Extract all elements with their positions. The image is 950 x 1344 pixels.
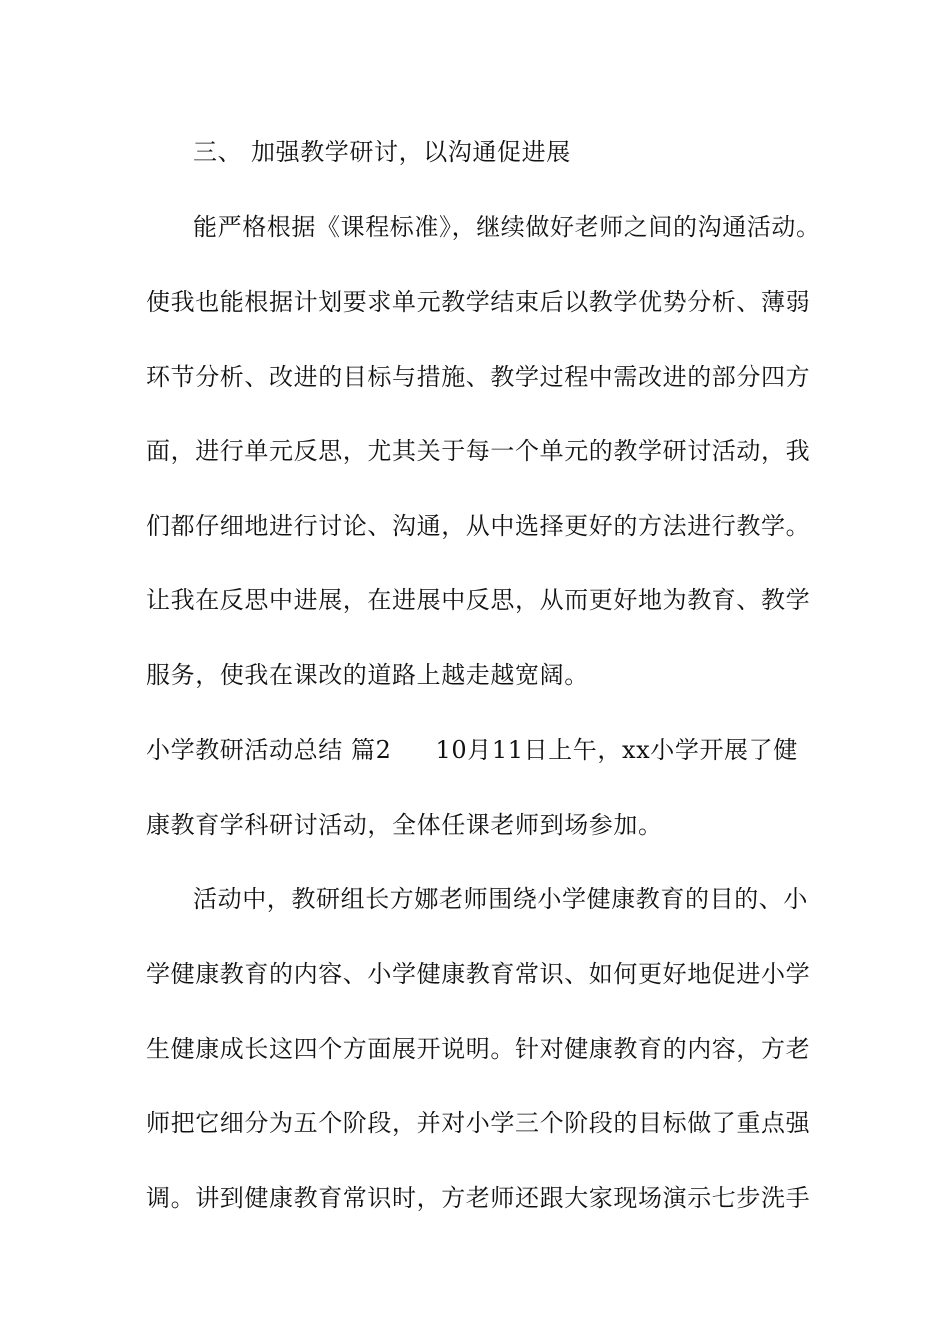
paragraph-line-start: 10月11日上午，xx小学开展了健 <box>435 736 798 764</box>
paragraph-line: 师把它细分为五个阶段，并对小学三个阶段的目标做了重点强 <box>146 1109 811 1137</box>
paragraph-line: 服务，使我在课改的道路上越走越宽阔。 <box>146 661 589 689</box>
paragraph-line: 面，进行单元反思，尤其关于每一个单元的教学研讨活动，我 <box>146 437 811 465</box>
paragraph-line: 使我也能根据计划要求单元教学结束后以教学优势分析、薄弱 <box>146 288 811 316</box>
paragraph-line: 们都仔细地进行讨论、沟通，从中选择更好的方法进行教学。 <box>146 512 811 540</box>
paragraph-line: 康教育学科研讨活动，全体任课老师到场参加。 <box>146 811 663 839</box>
article-title: 小学教研活动总结 篇2 <box>146 736 392 764</box>
paragraph-line: 让我在反思中进展，在进展中反思，从而更好地为教育、教学 <box>146 586 811 614</box>
section-heading-text: 加强教学研讨，以沟通促进展 <box>251 138 571 166</box>
paragraph-line: 能严格根据《课程标准》，继续做好老师之间的沟通活动。 <box>193 213 821 241</box>
paragraph-line: 环节分析、改进的目标与措施、教学过程中需改进的部分四方 <box>146 363 811 391</box>
paragraph-line: 活动中，教研组长方娜老师围绕小学健康教育的目的、小 <box>193 885 808 913</box>
paragraph-line: 调。讲到健康教育常识时，方老师还跟大家现场演示七步洗手 <box>146 1184 811 1212</box>
paragraph-line: 生健康成长这四个方面展开说明。针对健康教育的内容，方老 <box>146 1035 811 1063</box>
article-title-line <box>146 735 798 765</box>
section-heading <box>193 137 571 167</box>
section-heading-number: 三、 <box>193 138 243 166</box>
paragraph-line: 学健康教育的内容、小学健康教育常识、如何更好地促进小学 <box>146 960 811 988</box>
